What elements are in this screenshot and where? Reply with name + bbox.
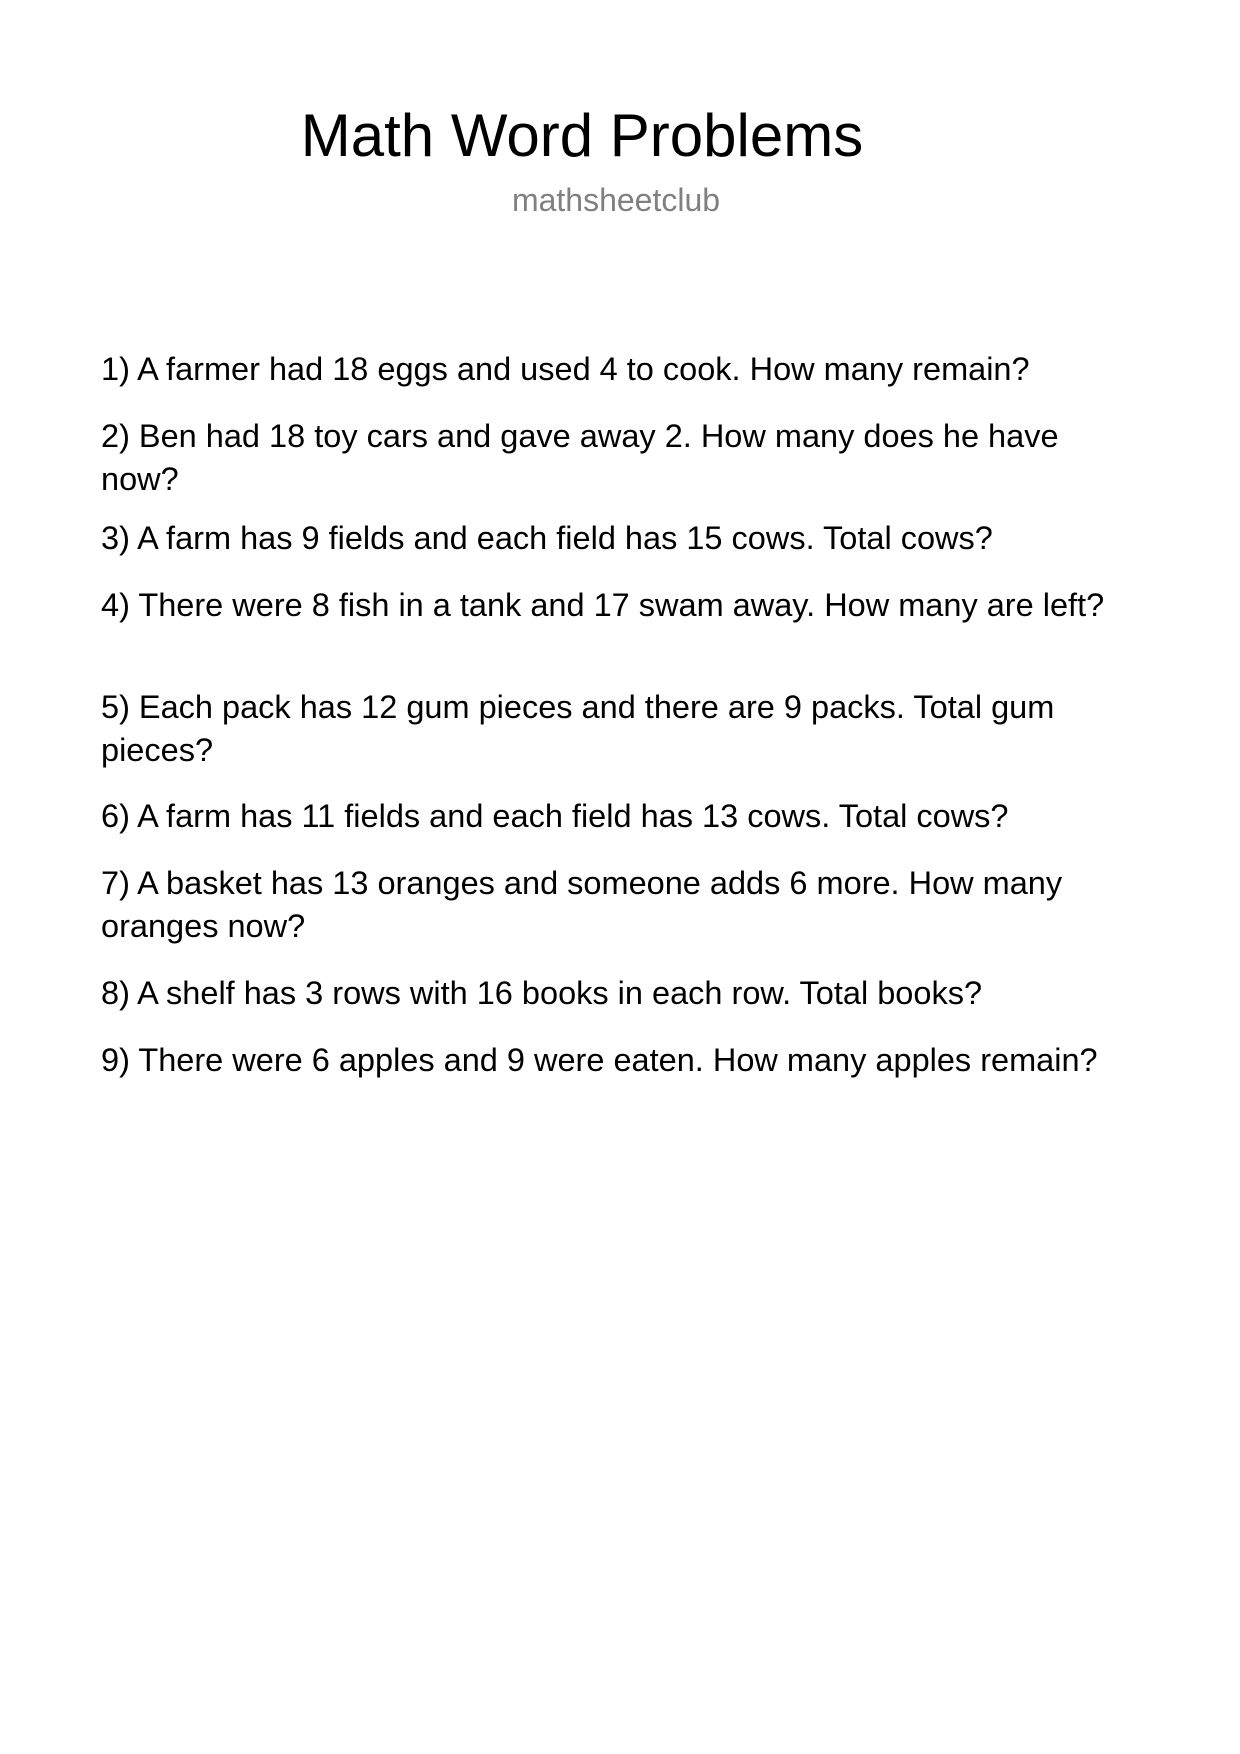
problem-5: 5) Each pack has 12 gum pieces and there are 9 packs. Total gum pieces? [101,689,1055,768]
problem-7: 7) A basket has 13 oranges and someone adds 6 more. How many oranges now? [101,865,1063,944]
worksheet-subtitle: mathsheetclub [511,182,721,218]
problem-3: 3) A farm has 9 fields and each field has 15 cows. Total cows? [101,520,993,556]
problem-1: 1) A farmer had 18 eggs and used 4 to cook. How many remain? [101,351,1030,387]
problem-9: 9) There were 6 apples and 9 were eaten. How many apples remain? [101,1042,1098,1078]
problem-4: 4) There were 8 fish in a tank and 17 swam away. How many are left? [101,587,1105,623]
problem-6: 6) A farm has 11 fields and each field has 13 cows. Total cows? [101,798,1009,834]
problem-8: 8) A shelf has 3 rows with 16 books in each row. Total books? [101,975,983,1011]
problem-2: 2) Ben had 18 toy cars and gave away 2. How many does he have now? [101,418,1059,497]
worksheet-title: Math Word Problems [300,102,864,169]
